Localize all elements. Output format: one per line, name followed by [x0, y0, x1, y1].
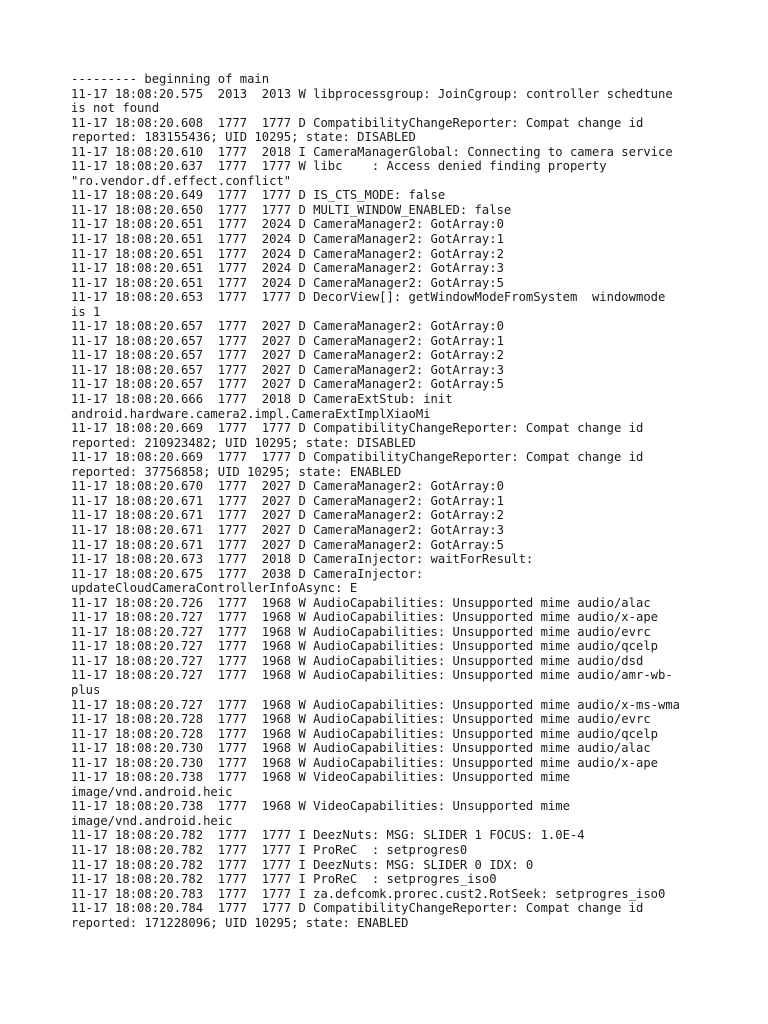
log-line: 11-17 18:08:20.726 1777 1968 W AudioCapabilities: Unsupported mime audio/alac — [71, 595, 651, 610]
log-line: "ro.vendor.df.effect.conflict" — [71, 173, 292, 188]
log-line: 11-17 18:08:20.784 1777 1777 D CompatibilityChangeReporter: Compat change id — [71, 901, 644, 916]
log-line: plus — [71, 682, 101, 697]
log-line: 11-17 18:08:20.651 1777 2024 D CameraManager2: GotArray:2 — [71, 246, 504, 261]
log-line: 11-17 18:08:20.650 1777 1777 D MULTI_WINDOW_ENABLED: false — [71, 202, 512, 217]
log-line: 11-17 18:08:20.649 1777 1777 D IS_CTS_MODE: false — [71, 188, 446, 203]
log-line: 11-17 18:08:20.782 1777 1777 I DeezNuts: MSG: SLIDER 0 IDX: 0 — [71, 857, 534, 872]
log-line: 11-17 18:08:20.782 1777 1777 I DeezNuts: MSG: SLIDER 1 FOCUS: 1.0E-4 — [71, 828, 585, 843]
log-line: 11-17 18:08:20.738 1777 1968 W VideoCapabilities: Unsupported mime — [71, 799, 570, 814]
log-line: 11-17 18:08:20.651 1777 2024 D CameraManager2: GotArray:0 — [71, 217, 504, 232]
log-line: 11-17 18:08:20.666 1777 2018 D CameraExtStub: init — [71, 392, 453, 407]
log-line: 11-17 18:08:20.728 1777 1968 W AudioCapabilities: Unsupported mime audio/evrc — [71, 712, 651, 727]
log-line: 11-17 18:08:20.671 1777 2027 D CameraManager2: GotArray:3 — [71, 522, 504, 537]
log-line: 11-17 18:08:20.610 1777 2018 I CameraManagerGlobal: Connecting to camera service — [71, 144, 673, 159]
log-line: 11-17 18:08:20.727 1777 1968 W AudioCapabilities: Unsupported mime audio/x-ape — [71, 610, 658, 625]
log-line: android.hardware.camera2.impl.CameraExtImplXiaoMi — [71, 406, 431, 421]
log-line: 11-17 18:08:20.670 1777 2027 D CameraManager2: GotArray:0 — [71, 479, 504, 494]
log-line: 11-17 18:08:20.657 1777 2027 D CameraManager2: GotArray:1 — [71, 333, 504, 348]
log-line: updateCloudCameraControllerInfoAsync: E — [71, 581, 358, 596]
log-line: 11-17 18:08:20.671 1777 2027 D CameraManager2: GotArray:2 — [71, 508, 504, 523]
log-line: 11-17 18:08:20.727 1777 1968 W AudioCapabilities: Unsupported mime audio/qcelp — [71, 639, 658, 654]
logcat-output — [71, 72, 711, 930]
log-line: 11-17 18:08:20.782 1777 1777 I ProReC : setprogres_iso0 — [71, 872, 497, 887]
log-line: reported: 171228096; UID 10295; state: ENABLED — [71, 915, 409, 930]
log-line: 11-17 18:08:20.651 1777 2024 D CameraManager2: GotArray:1 — [71, 232, 504, 247]
log-line: 11-17 18:08:20.657 1777 2027 D CameraManager2: GotArray:3 — [71, 362, 504, 377]
log-line: 11-17 18:08:20.671 1777 2027 D CameraManager2: GotArray:5 — [71, 537, 504, 552]
log-line: 11-17 18:08:20.728 1777 1968 W AudioCapabilities: Unsupported mime audio/qcelp — [71, 726, 658, 741]
log-line: 11-17 18:08:20.782 1777 1777 I ProReC : setprogres0 — [71, 842, 468, 857]
log-line: 11-17 18:08:20.673 1777 2018 D CameraInjector: waitForResult: — [71, 552, 534, 567]
log-line: 11-17 18:08:20.657 1777 2027 D CameraManager2: GotArray:0 — [71, 319, 504, 334]
log-line: 11-17 18:08:20.727 1777 1968 W AudioCapabilities: Unsupported mime audio/evrc — [71, 624, 651, 639]
log-line: 11-17 18:08:20.727 1777 1968 W AudioCapabilities: Unsupported mime audio/dsd — [71, 653, 644, 668]
log-line: 11-17 18:08:20.657 1777 2027 D CameraManager2: GotArray:5 — [71, 377, 504, 392]
log-line: 11-17 18:08:20.738 1777 1968 W VideoCapabilities: Unsupported mime — [71, 770, 570, 785]
log-line: 11-17 18:08:20.651 1777 2024 D CameraManager2: GotArray:5 — [71, 275, 504, 290]
log-line: 11-17 18:08:20.671 1777 2027 D CameraManager2: GotArray:1 — [71, 493, 504, 508]
log-line: 11-17 18:08:20.669 1777 1777 D CompatibilityChangeReporter: Compat change id — [71, 450, 644, 465]
log-line: 11-17 18:08:20.675 1777 2038 D CameraInjector: — [71, 566, 424, 581]
log-line: 11-17 18:08:20.651 1777 2024 D CameraManager2: GotArray:3 — [71, 261, 504, 276]
log-line: 11-17 18:08:20.783 1777 1777 I za.defcomk.prorec.cust2.RotSeek: setprogres_iso0 — [71, 886, 666, 901]
log-line: is not found — [71, 101, 160, 116]
log-line: 11-17 18:08:20.669 1777 1777 D CompatibilityChangeReporter: Compat change id — [71, 421, 644, 436]
log-line: 11-17 18:08:20.653 1777 1777 D DecorView[]: getWindowModeFromSystem windowmode — [71, 290, 666, 305]
log-line: image/vnd.android.heic — [71, 813, 233, 828]
log-line: is 1 — [71, 304, 101, 319]
log-line: 11-17 18:08:20.608 1777 1777 D CompatibilityChangeReporter: Compat change id — [71, 115, 644, 130]
log-line: 11-17 18:08:20.637 1777 1777 W libc : Access denied finding property — [71, 159, 607, 174]
log-line: 11-17 18:08:20.730 1777 1968 W AudioCapabilities: Unsupported mime audio/x-ape — [71, 755, 658, 770]
log-line: reported: 183155436; UID 10295; state: DISABLED — [71, 130, 416, 145]
log-line: 11-17 18:08:20.727 1777 1968 W AudioCapabilities: Unsupported mime audio/amr-wb- — [71, 668, 673, 683]
log-line: image/vnd.android.heic — [71, 784, 233, 799]
log-line: 11-17 18:08:20.657 1777 2027 D CameraManager2: GotArray:2 — [71, 348, 504, 363]
log-line: reported: 210923482; UID 10295; state: DISABLED — [71, 435, 416, 450]
log-line: --------- beginning of main — [71, 72, 270, 86]
log-line: 11-17 18:08:20.727 1777 1968 W AudioCapabilities: Unsupported mime audio/x-ms-wma — [71, 697, 681, 712]
log-line: 11-17 18:08:20.575 2013 2013 W libprocessgroup: JoinCgroup: controller schedtune — [71, 86, 673, 101]
log-line: reported: 37756858; UID 10295; state: ENABLED — [71, 464, 402, 479]
log-line: 11-17 18:08:20.730 1777 1968 W AudioCapabilities: Unsupported mime audio/alac — [71, 741, 651, 756]
